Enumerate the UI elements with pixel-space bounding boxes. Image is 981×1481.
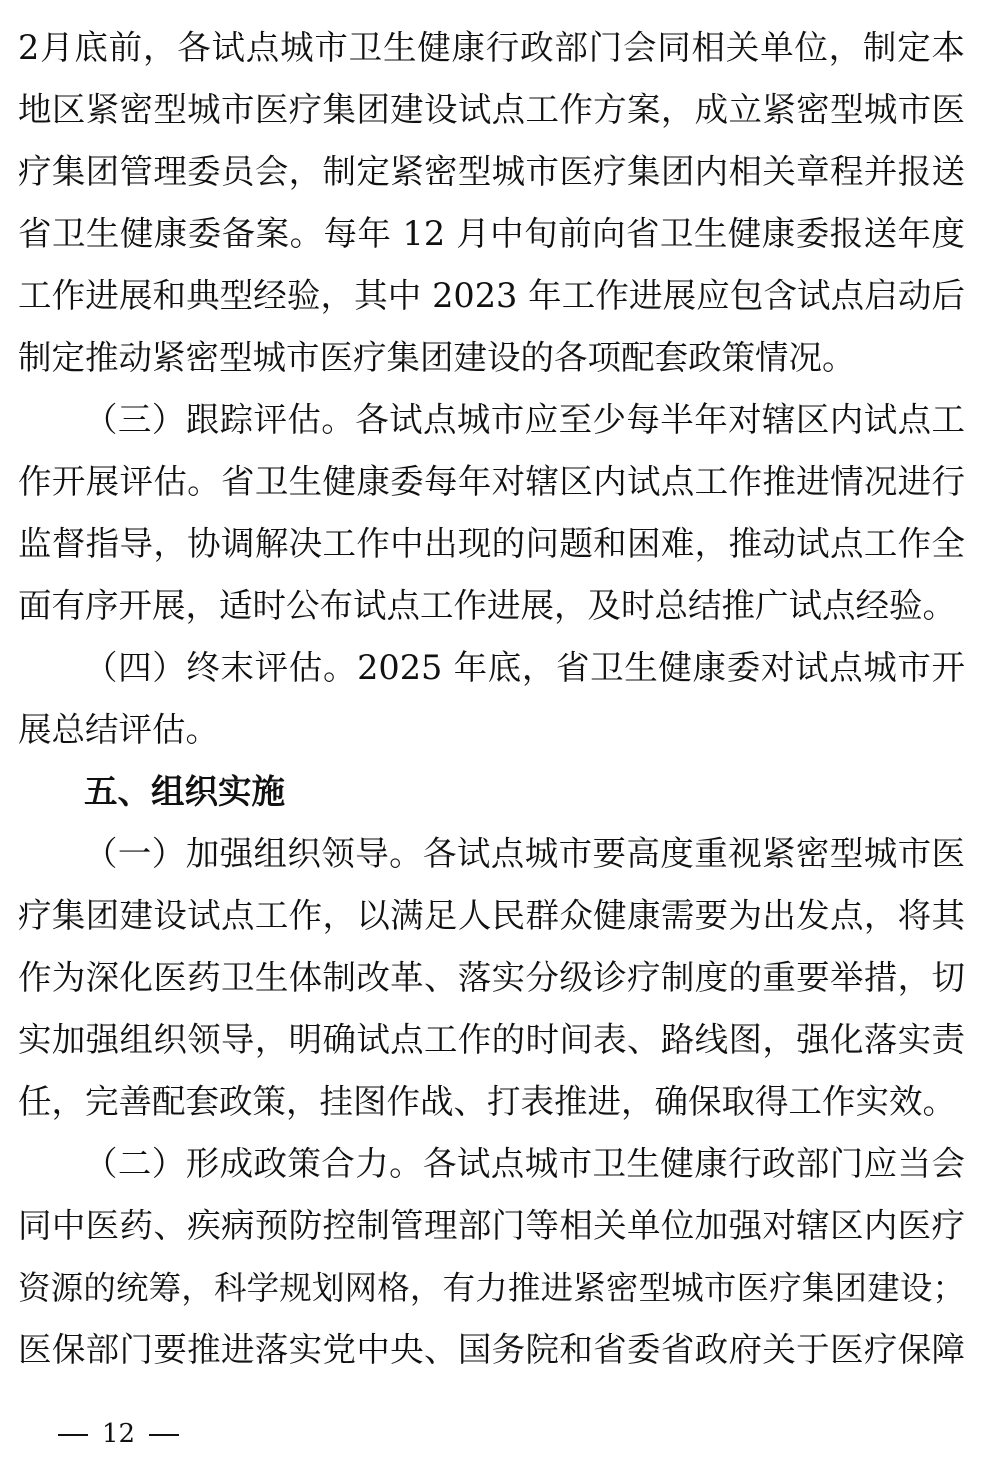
text-line: 展总结评估。 [18, 710, 219, 749]
text-line: （一）加强组织领导。各试点城市要高度重视紧密型城市医 [84, 834, 965, 873]
text-line: 监督指导，协调解决工作中出现的问题和困难，推动试点工作全 [18, 524, 965, 563]
section-heading: 五、组织实施 [84, 772, 285, 811]
text-line: 工作进展和典型经验，其中 2023 年工作进展应包含试点启动后 [18, 276, 965, 315]
text-line: 疗集团建设试点工作，以满足人民群众健康需要为出发点，将其 [18, 896, 965, 935]
page-footer [58, 1414, 179, 1454]
text-line: 医保部门要推进落实党中央、国务院和省委省政府关于医疗保障 [18, 1330, 965, 1369]
text-line: 2月底前，各试点城市卫生健康行政部门会同相关单位，制定本 [18, 28, 965, 67]
text-line: （四）终末评估。2025 年底，省卫生健康委对试点城市开 [84, 648, 965, 687]
text-line: 疗集团管理委员会，制定紧密型城市医疗集团内相关章程并报送 [18, 152, 965, 191]
footer-dash-left [58, 1434, 88, 1436]
text-line: 资源的统筹，科学规划网格，有力推进紧密型城市医疗集团建设； [18, 1269, 965, 1307]
text-line: 同中医药、疾病预防控制管理部门等相关单位加强对辖区内医疗 [18, 1206, 965, 1245]
text-line: （三）跟踪评估。各试点城市应至少每半年对辖区内试点工 [84, 400, 965, 439]
footer-dash-right [149, 1434, 179, 1436]
text-line: 地区紧密型城市医疗集团建设试点工作方案，成立紧密型城市医 [18, 90, 965, 129]
text-line: 作为深化医药卫生体制改革、落实分级诊疗制度的重要举措，切 [18, 958, 965, 997]
text-line: 制定推动紧密型城市医疗集团建设的各项配套政策情况。 [18, 338, 856, 377]
page-number: 12 [102, 1419, 136, 1449]
text-line: （二）形成政策合力。各试点城市卫生健康行政部门应当会 [84, 1144, 965, 1183]
text-line: 面有序开展，适时公布试点工作进展，及时总结推广试点经验。 [18, 586, 956, 625]
text-line: 实加强组织领导，明确试点工作的时间表、路线图，强化落实责 [18, 1020, 965, 1059]
text-line: 任，完善配套政策，挂图作战、打表推进，确保取得工作实效。 [18, 1082, 956, 1121]
text-line: 作开展评估。省卫生健康委每年对辖区内试点工作推进情况进行 [18, 462, 965, 501]
text-line: 省卫生健康委备案。每年 12 月中旬前向省卫生健康委报送年度 [18, 214, 965, 253]
